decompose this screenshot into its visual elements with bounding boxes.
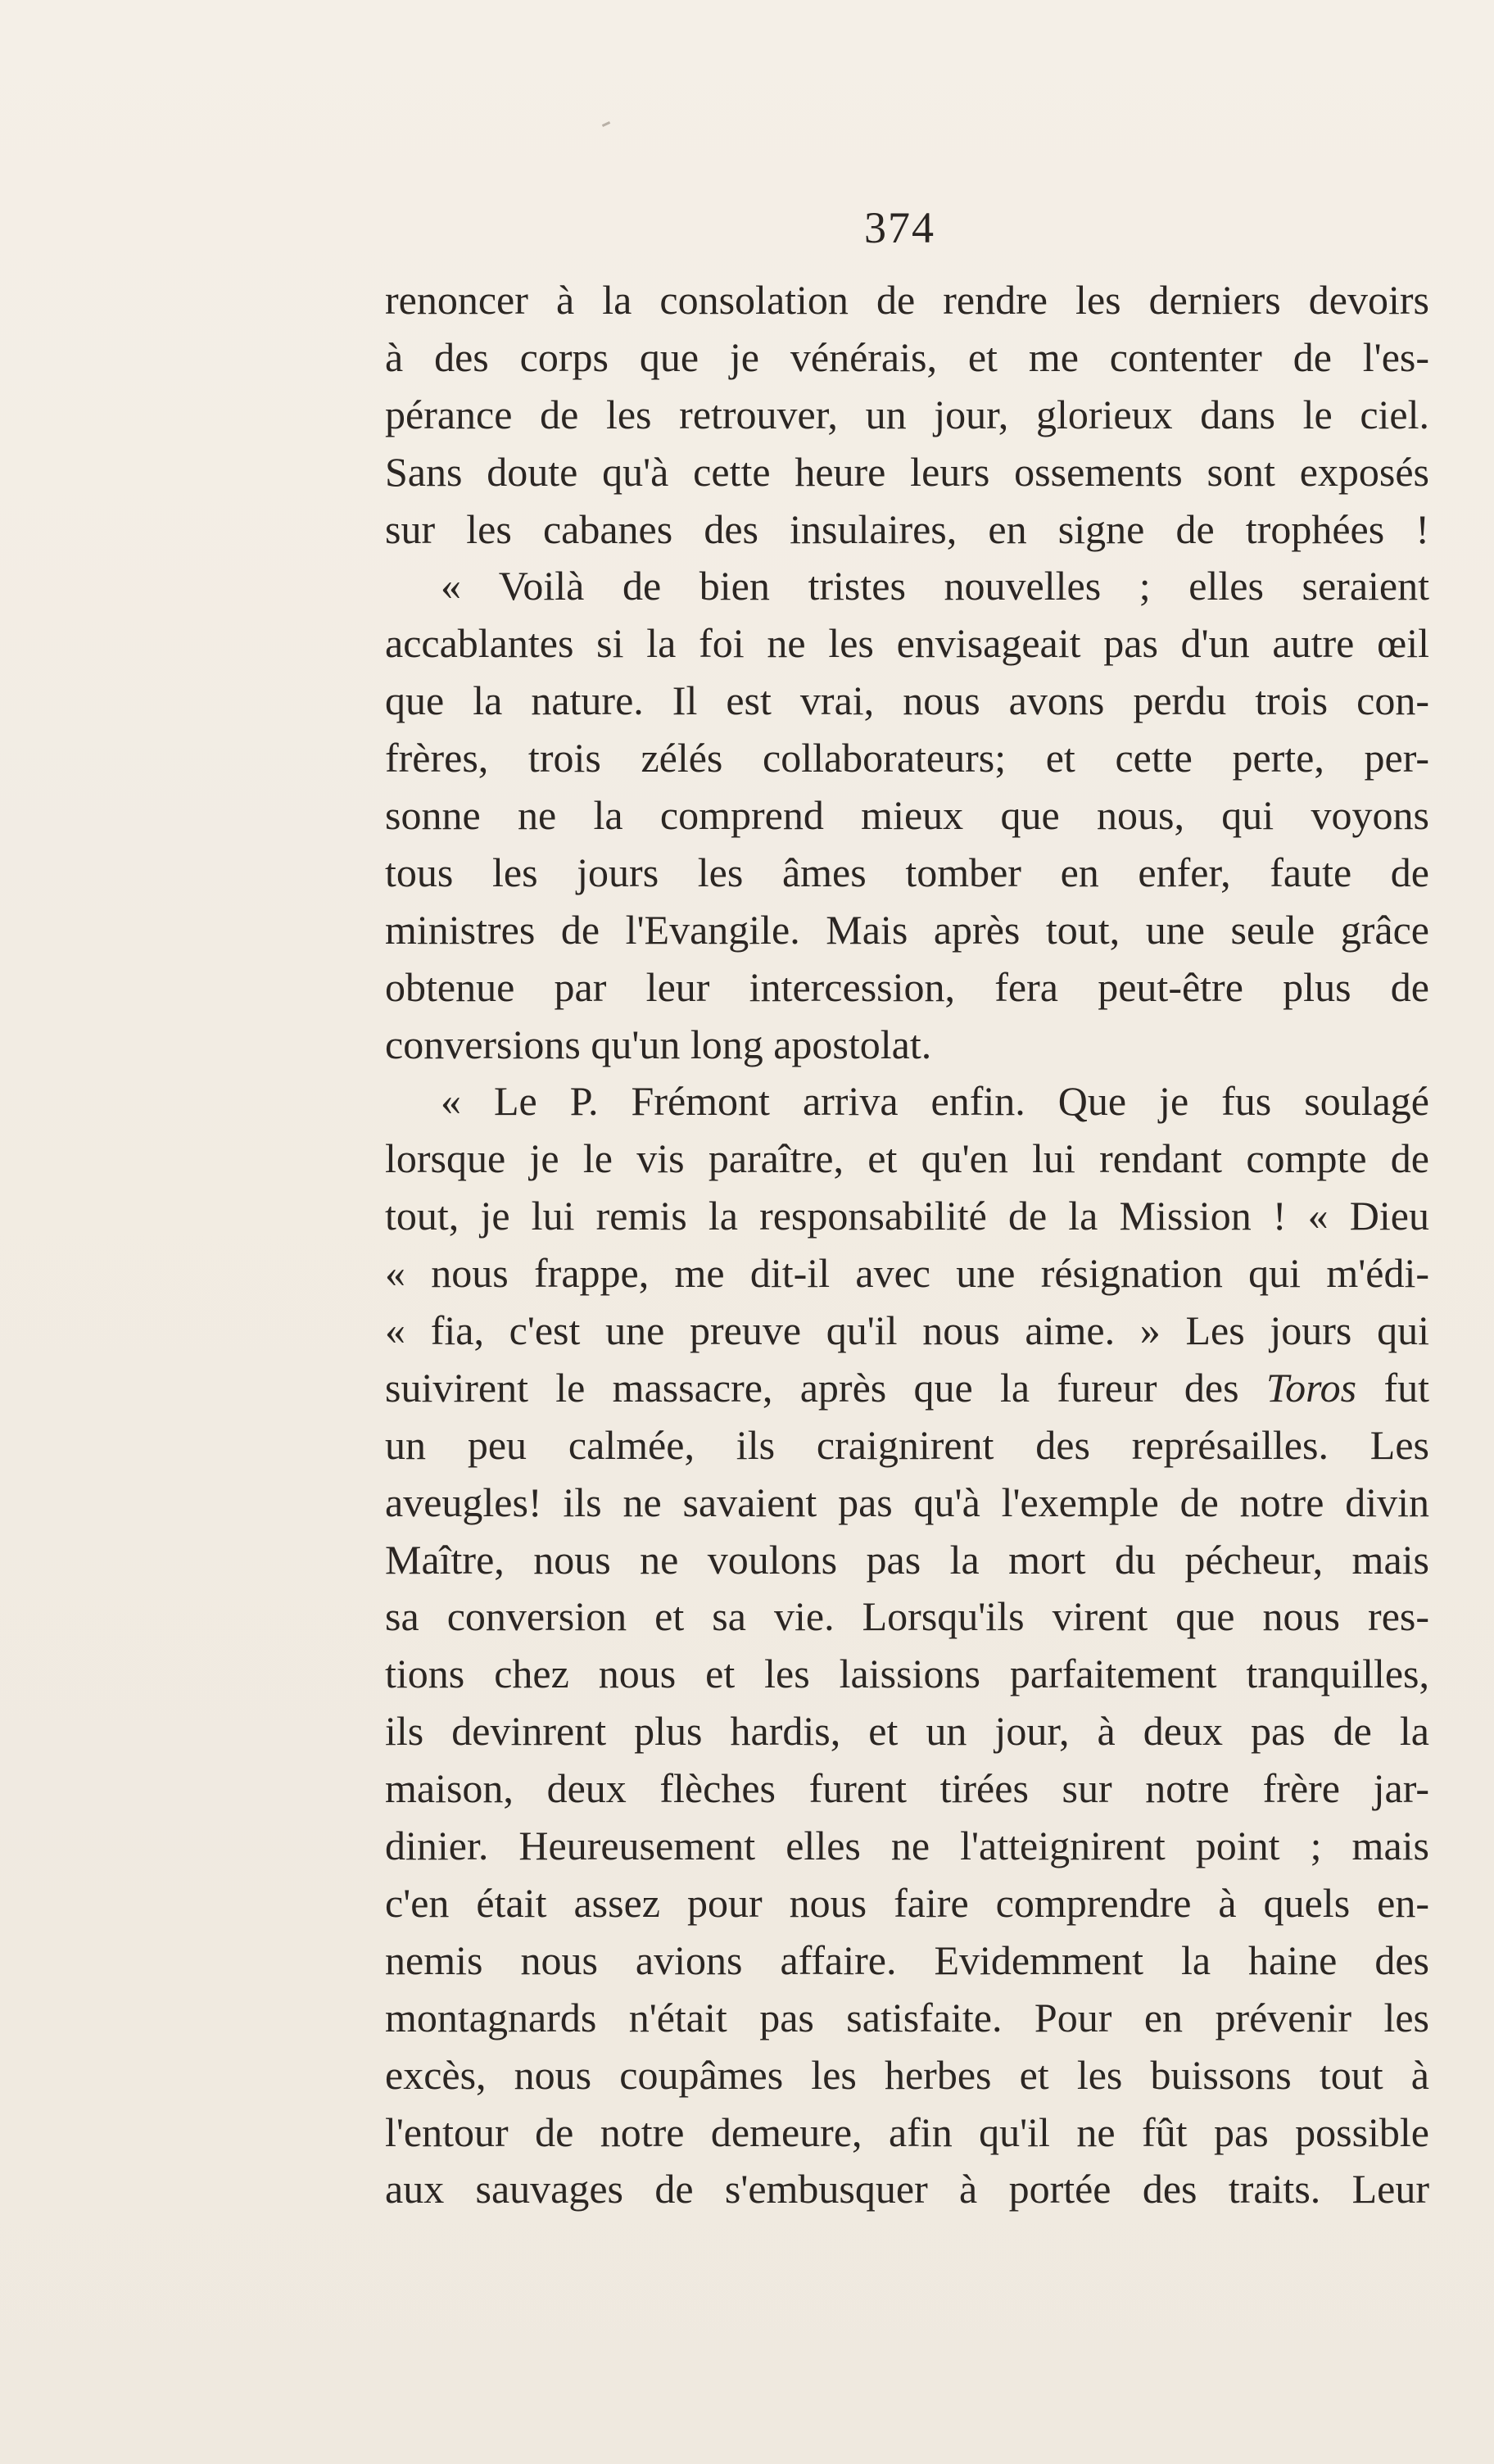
text-line: lorsque je le vis paraître, et qu'en lui rendant compte de — [385, 1135, 1429, 1182]
text-line: aux sauvages de s'embusquer à portée des traits. Leur — [385, 2166, 1429, 2213]
text-line: sur les cabanes des insulaires, en signe de trophées ! — [385, 505, 1429, 552]
text-line: pérance de les retrouver, un jour, glorieux dans le ciel. — [385, 391, 1429, 437]
text-line: maison, deux flèches furent tirées sur notre frère jar- — [385, 1765, 1429, 1812]
text-line: nemis nous avions affaire. Evidemment la haine des — [385, 1936, 1429, 1983]
text-line: ministres de l'Evangile. Mais après tout, une seule grâce — [385, 906, 1429, 953]
text-line: renoncer à la consolation de rendre les derniers devoirs — [385, 277, 1429, 323]
text-line: frères, trois zélés collaborateurs; et cette perte, per- — [385, 735, 1429, 781]
text-line-end: fut — [1383, 1364, 1429, 1411]
text-line: Maître, nous ne voulons pas la mort du pécheur, mais — [385, 1536, 1429, 1583]
page-number: 374 — [864, 203, 935, 252]
text-line: l'entour de notre demeure, afin qu'il ne fût pas possible — [385, 2108, 1429, 2155]
italic-word: Toros — [1265, 1364, 1357, 1411]
text-line: conversions qu'un long apostolat. — [385, 1021, 932, 1067]
text-line: « nous frappe, me dit-il avec une résignation qui m'édi- — [385, 1250, 1429, 1297]
text-line: obtenue par leur intercession, fera peut-être plus de — [385, 963, 1429, 1010]
text-line: montagnards n'était pas satisfaite. Pour en prévenir les — [385, 1994, 1429, 2040]
text-line: ils devinrent plus hardis, et un jour, à deux pas de la — [385, 1708, 1429, 1755]
text-line: à des corps que je vénérais, et me contenter de l'es- — [385, 333, 1429, 380]
text-line-start: suivirent le massacre, après que la fureur des — [385, 1364, 1239, 1411]
text-line — [385, 1360, 1429, 1417]
text-line: dinier. Heureusement elles ne l'atteignirent point ; mais — [385, 1823, 1429, 1869]
paper-speck — [602, 121, 610, 127]
text-line: excès, nous coupâmes les herbes et les buissons tout à — [385, 2051, 1429, 2098]
text-line: sa conversion et sa vie. Lorsqu'ils virent que nous res- — [385, 1593, 1429, 1640]
text-line: Sans doute qu'à cette heure leurs ossements sont exposés — [385, 448, 1429, 495]
text-line: « Voilà de bien tristes nouvelles ; elles seraient — [441, 563, 1429, 609]
body-text — [385, 272, 1429, 2218]
text-line: tous les jours les âmes tomber en enfer, faute de — [385, 849, 1429, 895]
text-line: un peu calmée, ils craignirent des représailles. Les — [385, 1421, 1429, 1468]
text-line: « fia, c'est une preuve qu'il nous aime. » Les jours qui — [385, 1307, 1429, 1354]
text-line: c'en était assez pour nous faire comprendre à quels en- — [385, 1879, 1429, 1926]
text-line: accablantes si la foi ne les envisageait pas d'un autre œil — [385, 620, 1429, 667]
text-line: « Le P. Frémont arriva enfin. Que je fus soulagé — [441, 1078, 1429, 1125]
text-line: tions chez nous et les laissions parfaitement tranquilles, — [385, 1651, 1429, 1697]
text-line: tout, je lui remis la responsabilité de la Mission ! « Dieu — [385, 1193, 1429, 1239]
text-line: que la nature. Il est vrai, nous avons perdu trois con- — [385, 677, 1429, 724]
text-line: sonne ne la comprend mieux que nous, qui voyons — [385, 792, 1429, 839]
text-line: aveugles! ils ne savaient pas qu'à l'exemple de notre divin — [385, 1479, 1429, 1525]
